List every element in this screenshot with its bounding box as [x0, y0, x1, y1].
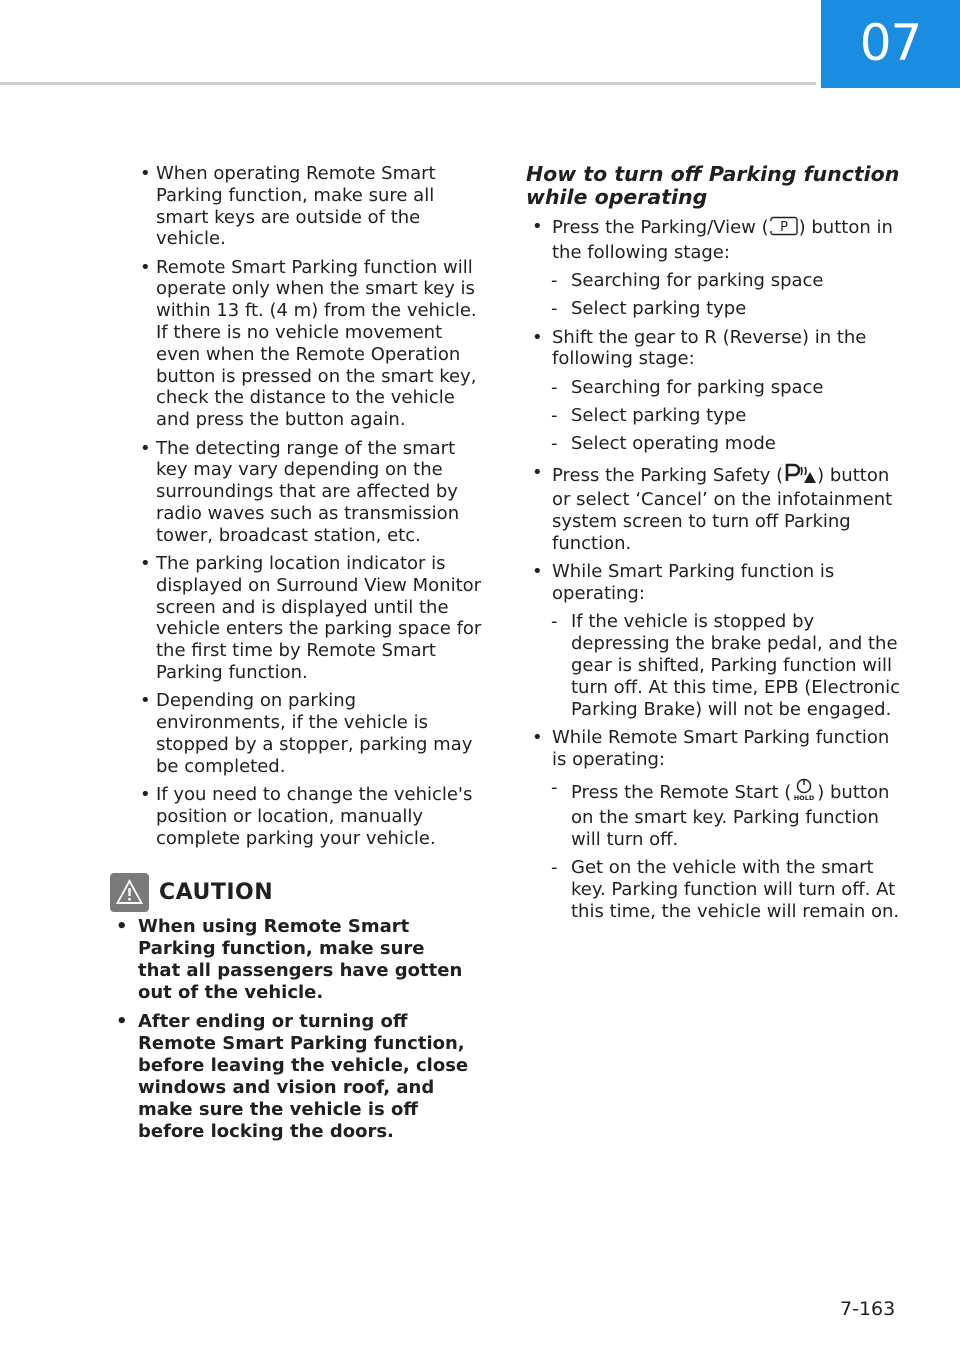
- sub-item: - If the vehicle is stopped by depressing the brake pedal, and the gear is shifted, Parking function will turn off. At this time, EPB (Electronic Parking Brake) will not be engaged.: [551, 611, 901, 720]
- list-item: • The parking location indicator is displayed on Surround View Monitor screen and is displayed until the vehicle enters the parking space for the first time by Remote Smart Parking function.: [140, 553, 482, 684]
- list-item: • After ending or turning off Remote Smart Parking function, before leaving the vehicle, close windows and vision roof, and make sure the vehicle is off before locking the doors.: [116, 1010, 469, 1142]
- page-number: 7-163: [840, 1298, 896, 1320]
- list-item: • While Smart Parking function is operating:: [532, 561, 835, 605]
- sub-item: - Select parking type: [551, 298, 747, 320]
- list-item: • When using Remote Smart Parking function, make sure that all passengers have gotten out of the vehicle.: [116, 916, 463, 1003]
- list-item: • When operating Remote Smart Parking function, make sure all smart keys are outside of the vehicle.: [140, 163, 436, 250]
- sub-item: - Searching for parking space: [551, 376, 824, 398]
- sub-item: - Select parking type: [551, 405, 747, 427]
- caution-header: [110, 872, 470, 912]
- sub-item: - Select operating mode: [551, 433, 776, 455]
- remote-start-hold-icon: [791, 777, 817, 807]
- chapter-number: 07: [859, 14, 922, 72]
- parking-safety-button-icon: [783, 462, 817, 490]
- caution-list: [110, 916, 470, 1143]
- header-rule: [0, 82, 816, 85]
- list-item: • Press the Parking Safety ( ) button or select ‘Cancel’ on the infotainment system screen to turn off Parking function.: [532, 461, 893, 555]
- sub-item: - Get on the vehicle with the smart key. Parking function will turn off. At this time, the vehicle will remain on.: [551, 856, 900, 922]
- list-item: • If you need to change the vehicle's position or location, manually complete parking your vehicle.: [140, 784, 473, 849]
- sub-item: - Searching for parking space: [551, 270, 824, 292]
- section-heading: How to turn off Parking function while operating: [526, 162, 900, 209]
- left-bullet-list: [140, 163, 490, 856]
- sub-item: - Press the Remote Start ( HOLD ) button on the smart key. Parking function will turn off.: [551, 777, 890, 850]
- list-item: • Remote Smart Parking function will operate only when the smart key is within 13 ft. (4 m) from the vehicle. If there is no vehicle movement even when the Remote Operation button is pressed on the smart key, check the distance to the vehicle and press the button again.: [140, 256, 477, 431]
- warning-triangle-icon: [110, 873, 149, 912]
- caution-title: CAUTION: [159, 879, 274, 905]
- list-item: • Shift the gear to R (Reverse) in the following stage:: [532, 326, 867, 370]
- list-item: • While Remote Smart Parking function is operating:: [532, 726, 890, 770]
- svg-text:HOLD: HOLD: [793, 794, 815, 802]
- caution-box: [110, 872, 470, 1149]
- svg-text:P: P: [779, 220, 788, 235]
- list-item: • Press the Parking/View ( P ) button in the following stage:: [532, 216, 893, 263]
- list-item: • The detecting range of the smart key may vary depending on the surroundings that are affected by radio waves such as transmission tower, broadcast station, etc.: [140, 437, 460, 546]
- right-column: [526, 163, 906, 929]
- chapter-tab: [821, 0, 960, 88]
- list-item: • Depending on parking environments, if the vehicle is stopped by a stopper, parking may be completed.: [140, 690, 473, 777]
- parking-view-button-icon: [769, 216, 799, 242]
